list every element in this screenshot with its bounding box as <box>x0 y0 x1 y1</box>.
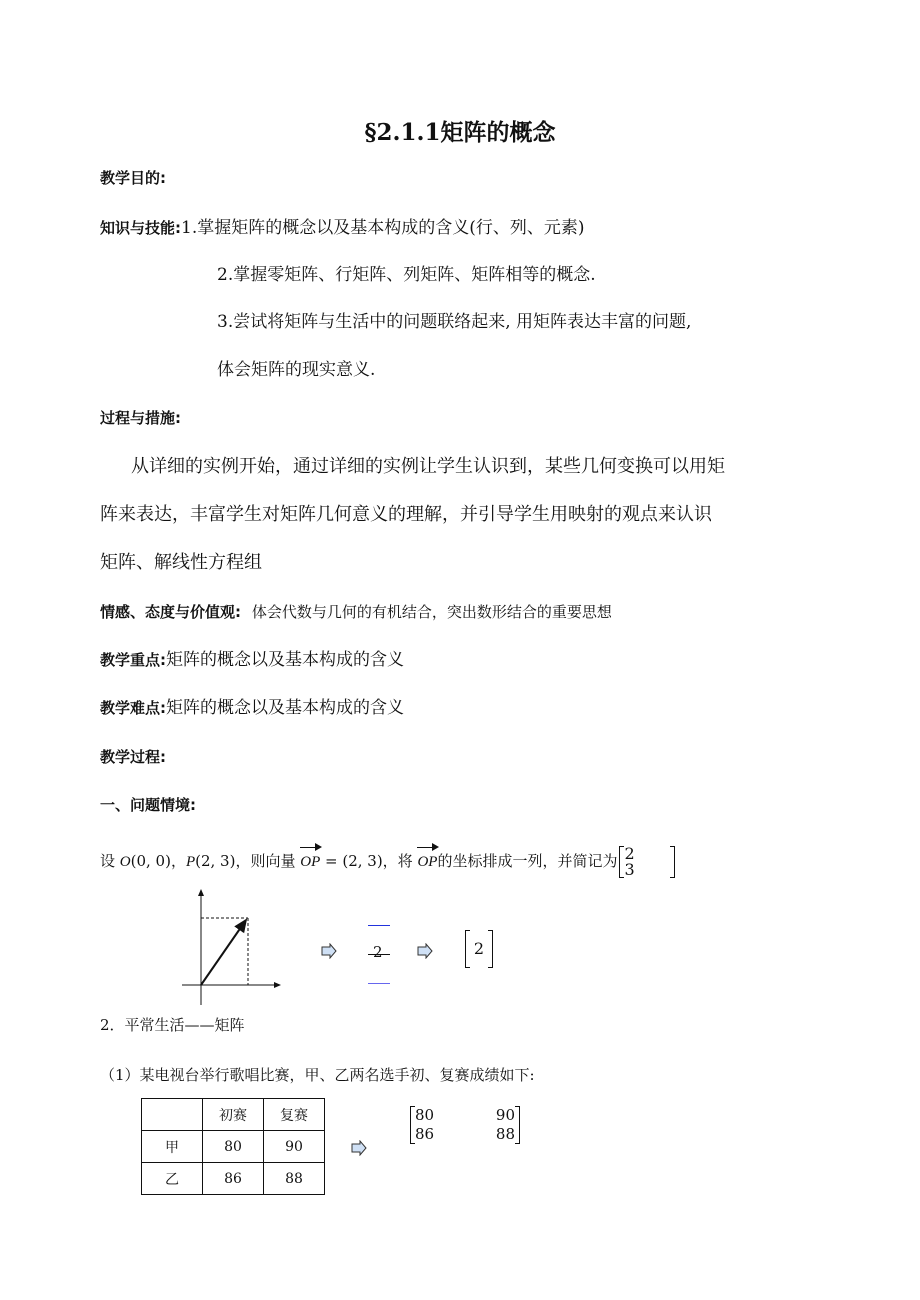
vector-op: OP <box>300 850 320 874</box>
right-arrow-icon <box>351 1140 367 1156</box>
key-label: 教学重点: <box>100 651 166 669</box>
result-matrix: 2 <box>465 930 493 968</box>
difficulty-label: 教学难点: <box>100 699 166 717</box>
vector-diagram <box>170 885 290 1010</box>
knowledge-label: 知识与技能: <box>100 219 181 237</box>
vector-arrow <box>201 920 246 985</box>
table-row: 甲 80 90 <box>142 1131 325 1163</box>
score-table <box>141 1098 325 1195</box>
blue-line <box>368 925 390 926</box>
knowledge-item: 3.尝试将矩阵与生活中的问题联络起来, 用矩阵表达丰富的问题, <box>217 312 692 332</box>
emotion-text: 体会代数与几何的有机结合，突出数形结合的重要思想 <box>251 603 612 621</box>
teaching-process-heading: 教学过程: <box>100 748 166 766</box>
intro-line: 设 O(0, 0)，P(2, 3)，则向量 OP = (2, 3)，将 OP的坐标排成一列，并简记为 2 3 <box>100 846 675 878</box>
process-line: 从详细的实例开始，通过详细的实例让学生认识到，某些几何变换可以用矩 <box>131 456 725 477</box>
score-matrix: 80 90 86 88 <box>410 1106 520 1144</box>
table-row: 乙 86 88 <box>142 1163 325 1195</box>
knowledge-item: 1.掌握矩阵的概念以及基本构成的含义(行、列、元素) <box>181 218 585 238</box>
vector-op: OP <box>417 850 437 874</box>
middle-value: 2 <box>373 943 383 961</box>
column-matrix: 2 3 <box>619 846 675 878</box>
page-title: §2.1.1矩阵的概念 <box>364 119 556 146</box>
emotion-label: 情感、态度与价值观: <box>100 603 241 621</box>
process-label: 过程与措施: <box>100 409 181 427</box>
difficulty-text: 矩阵的概念以及基本构成的含义 <box>166 698 404 718</box>
process-line: 阵来表达，丰富学生对矩阵几何意义的理解，并引导学生用映射的观点来认识 <box>100 504 712 525</box>
objectives-heading: 教学目的: <box>100 169 166 187</box>
process-line: 矩阵、解线性方程组 <box>100 552 262 573</box>
table-header-row: 初赛 复赛 <box>142 1099 325 1131</box>
key-text: 矩阵的概念以及基本构成的含义 <box>166 650 404 670</box>
example1-text: （1）某电视台举行歌唱比赛，甲、乙两名选手初、复赛成绩如下: <box>100 1066 535 1084</box>
knowledge-item: 2.掌握零矩阵、行矩阵、列矩阵、矩阵相等的概念. <box>217 265 596 285</box>
knowledge-item: 体会矩阵的现实意义. <box>217 360 376 380</box>
right-arrow-icon <box>417 943 433 959</box>
section2-heading: 2．平常生活——矩阵 <box>100 1016 245 1034</box>
section1-heading: 一、问题情境: <box>100 796 196 814</box>
right-arrow-icon <box>321 943 337 959</box>
blue-line <box>368 983 390 984</box>
